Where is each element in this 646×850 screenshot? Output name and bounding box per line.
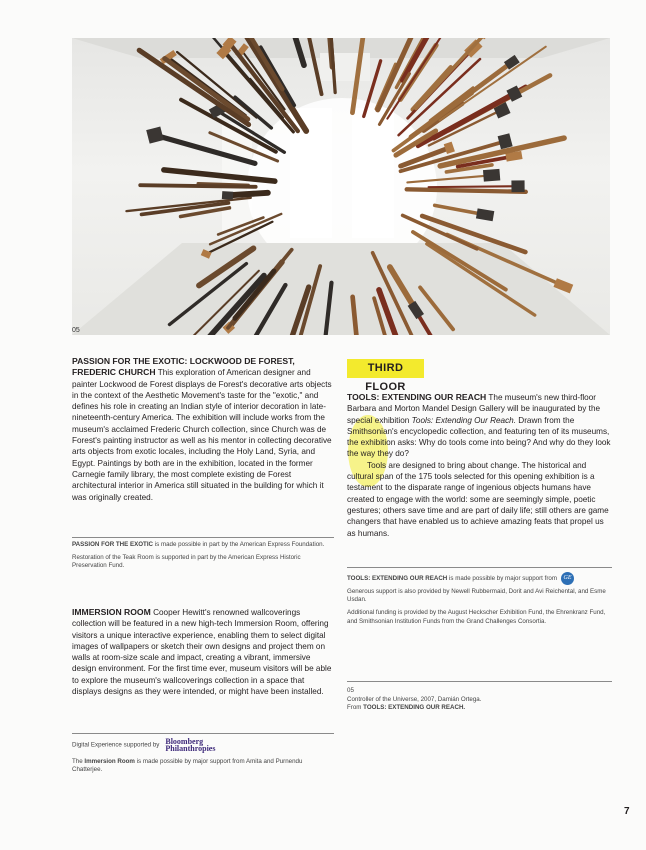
article-immersion-heading: IMMERSION ROOM <box>72 607 151 617</box>
tools-credit-1: TOOLS: EXTENDING OUR REACH is made possible by major support from GE <box>347 572 612 585</box>
bloomberg-philanthropies-logo: Bloomberg Philanthropies <box>165 737 216 753</box>
tool-head <box>476 208 494 221</box>
immersion-credits <box>72 738 334 774</box>
passion-credit-2: Restoration of the Teak Room is supported in part by the American Express Historic Preservation Fund. <box>72 554 301 570</box>
ge-logo: GE <box>561 572 574 585</box>
article-passion-heading: PASSION FOR THE EXOTIC: LOCKWOOD DE FOREST, FREDERIC CHURCH <box>72 356 295 378</box>
divider <box>347 681 612 682</box>
tools-credit-3: Additional funding is provided by the August Heckscher Exhibition Fund, the Ehrenkranz Fund, and Smithsonian Institution Funds from the Grand Challenges Consortia. <box>347 609 606 625</box>
left-column <box>72 356 334 503</box>
tool-installation-illustration <box>72 38 610 335</box>
immersion-credit: The Immersion Room is made possible by major support from Amita and Purnendu Chatterjee. <box>72 758 303 774</box>
tool-head <box>498 133 513 149</box>
article-passion-body: This exploration of American designer and painter Lockwood de Forest displays de Forest's decorative arts objects in the context of the Aesthetic Movement's taste for the "exotic," and defines his role in creating an Indian style of interior decoration in late-nineteenth-century America. The exhibition will include works from the museum's acclaimed Frederic Church collection, since Church was de Forest's painting instructor as well as his mentor in collecting decorative arts objects from exotic locales, including the Holy Land, Syria, and Egypt. Paintings by both are in the exhibition, located in the former Carnegie family library, the most complete existing de Forest architectural interior in America still situated in the building for which it was originally created. <box>72 368 332 502</box>
divider <box>347 567 612 568</box>
image-caption <box>347 687 612 713</box>
passion-credits <box>72 541 334 571</box>
tools-credits <box>347 572 612 626</box>
tool-shape <box>228 193 268 196</box>
caption-source: From TOOLS: EXTENDING OUR REACH. <box>347 704 466 712</box>
tool-head <box>222 191 233 200</box>
article-passion <box>72 356 334 503</box>
tool-head <box>146 127 164 144</box>
tool-shape <box>407 189 526 191</box>
article-tools: TOOLS: EXTENDING OUR REACH The museum's new third-floor Barbara and Morton Mandel Design Gallery will be inaugurated by the special exhibition Tools: Extending Our Reach. Drawn from the Smithsonian's encyclopedic collection, and featuring ten of its museums, the exhibition asks: Why do tools come into being? And why do they look the way they do? Tools are designed to bring about change. The historical and cultural span of the 175 tools selected for this opening exhibition is a testament to the disparate range of ingenious objects humans have created to engage with the world: some are seemingly simple, poetic gestures; others save time and are part of daily life; still others are game changers that have enabled us to achieve amazing feats that propel us as humans. <box>347 392 611 538</box>
article-immersion <box>72 607 334 697</box>
caption-line: Controller of the Universe, 2007, Damián Ortega. <box>347 696 482 704</box>
tools-credit-2: Generous support is also provided by Newell Rubbermaid, Dorit and Avi Reichental, and Esme Usdan. <box>347 588 606 604</box>
article-tools-heading: TOOLS: EXTENDING OUR REACH <box>347 392 487 402</box>
tool-head <box>483 169 500 182</box>
tool-shape <box>165 58 248 119</box>
caption-number: 05 <box>347 687 354 694</box>
divider <box>72 537 334 538</box>
divider <box>72 733 334 734</box>
tool-head <box>511 180 524 192</box>
article-tools-body: Tools are designed to bring about change. The historical and cultural span of the 175 tools selected for this opening exhibition is a testament to the disparate range of ingenious objects humans have created to engage with the world: some are seemingly simple, poetic gestures; others save time and are part of daily life; still others are game changers that have enabled us to achieve amazing feats that propel us as humans. <box>347 460 609 538</box>
tool-head <box>444 142 455 154</box>
tool-shape <box>429 186 518 187</box>
hero-image <box>72 38 610 335</box>
tool-shape <box>140 185 255 187</box>
floor-label: THIRD FLOOR <box>347 359 424 378</box>
page-number: 7 <box>624 806 630 817</box>
passion-credit-1: PASSION FOR THE EXOTIC is made possible in part by the American Express Foundation. <box>72 541 325 548</box>
article-immersion-body: Cooper Hewitt's renowned wallcoverings collection will be featured in a new high-tech Immersion Room, offering visitors a unique interactive experience, enabling them to select digital images of wallpapers or sketch their own designs and project them on walls at room-size scale and impact, creating a vibrant, immersive design environment. For the first time ever, museum visitors will be able to explore the museum's wallcoverings collection in a space that displays designs as they were intended, or might have been installed. <box>72 608 332 697</box>
digital-experience-credit: Digital Experience supported by Bloomberg Philanthropies <box>72 737 216 753</box>
hero-image-number: 05 <box>72 327 80 334</box>
